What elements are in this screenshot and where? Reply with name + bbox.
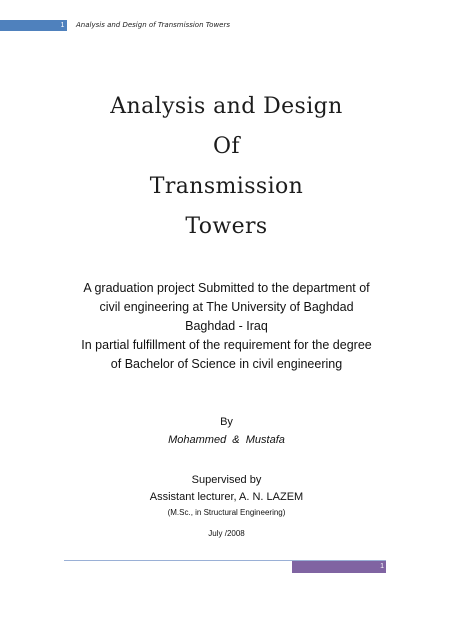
supervised-by-label: Supervised by [191,474,262,486]
header-running-title: Analysis and Design of Transmission Towers [76,21,231,29]
supervisor-name: Assistant lecturer, A. N. LAZEM [149,491,304,503]
by-label: By [220,416,233,428]
title-line-4: Towers [185,214,268,239]
description-line-1: A graduation project Submitted to the department of [83,281,370,295]
description-line-5: of Bachelor of Science in civil engineering [110,357,343,371]
project-description [0,279,453,374]
description-line-2: civil engineering at The University of Baghdad [99,300,354,314]
header-accent-bar [0,20,67,31]
footer-page-number: 1 [380,563,384,570]
title-line-1: Analysis and Design [110,94,343,119]
description-line-4: In partial fulfillment of the requirement for the degree [81,338,372,352]
title-line-2: Of [213,134,240,159]
supervisor-qualification: (M.Sc., in Structural Engineering) [167,508,286,517]
description-line-3: Baghdad - Iraq [185,319,268,333]
title-line-3: Transmission [149,174,304,199]
submission-date: July /2008 [208,529,245,538]
document-title [0,87,453,247]
header-page-number: 1 [60,22,65,29]
author-names: Mohammed & Mustafa [168,434,285,446]
